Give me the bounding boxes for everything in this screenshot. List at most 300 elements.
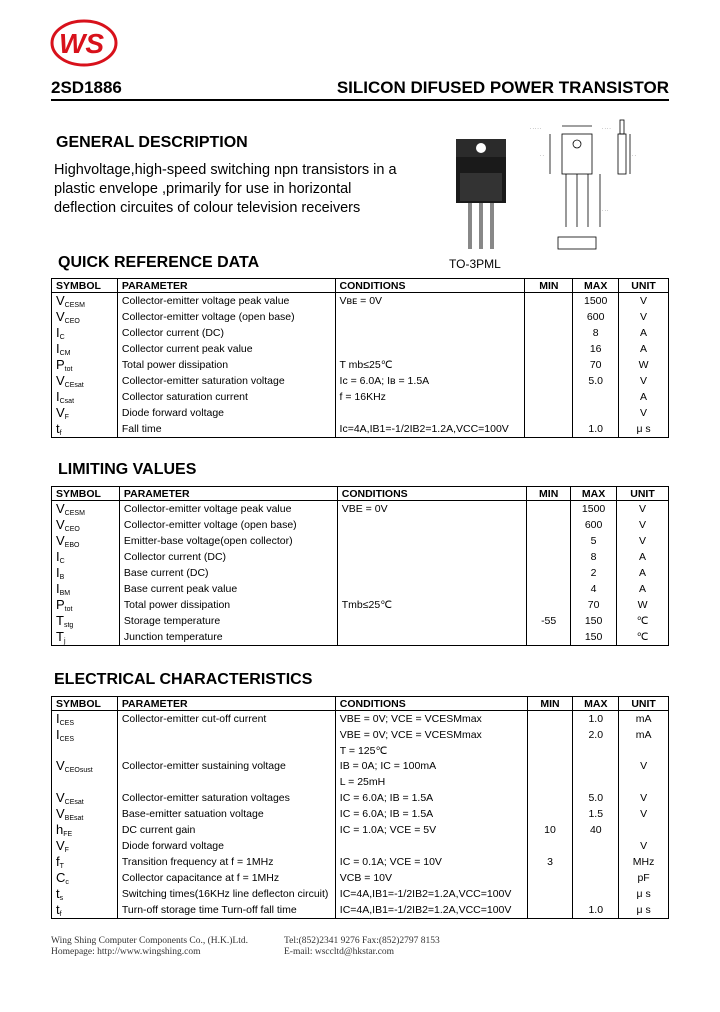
min-cell: [527, 790, 573, 806]
conditions-cell: [337, 533, 526, 549]
parameter-cell: Collector-emitter cut-off current: [117, 711, 335, 728]
symbol-subscript: Csat: [59, 398, 75, 405]
table-row: [52, 421, 669, 438]
symbol-letter: V: [56, 309, 65, 324]
column-header: PARAMETER: [119, 487, 337, 501]
min-cell: 10: [527, 822, 573, 838]
unit-cell: [619, 774, 669, 789]
symbol-letter: T: [56, 629, 64, 644]
min-cell: [527, 549, 571, 565]
parameter-cell: [117, 727, 335, 743]
column-header: MAX: [571, 487, 617, 501]
quick-reference-table: [51, 278, 669, 438]
min-cell: [525, 341, 573, 357]
column-header: PARAMETER: [117, 697, 335, 711]
max-cell: [573, 774, 619, 789]
table-row: [52, 774, 669, 789]
symbol-cell: [52, 902, 118, 919]
min-cell: [527, 870, 573, 886]
symbol-subscript: CEO: [64, 526, 80, 533]
max-cell: 5.0: [573, 790, 619, 806]
parameter-cell: Transition frequency at f = 1MHz: [117, 854, 335, 870]
symbol-subscript: f: [59, 430, 62, 437]
homepage-link[interactable]: Homepage: http://www.wingshing.com: [51, 947, 201, 957]
table-row: [52, 727, 669, 743]
symbol-cell: [52, 501, 120, 518]
min-cell: [525, 309, 573, 325]
conditions-cell: [335, 325, 525, 341]
max-cell: 5: [571, 533, 617, 549]
table-row: [52, 838, 669, 854]
parameter-cell: [117, 774, 335, 789]
description-line: Highvoltage,high-speed switching npn transistors in a: [54, 162, 397, 178]
limiting-values-table: [51, 486, 669, 646]
column-header: UNIT: [619, 697, 669, 711]
conditions-cell: [337, 517, 526, 533]
min-cell: [527, 533, 571, 549]
symbol-subscript: CM: [59, 350, 71, 357]
unit-cell: μ s: [619, 421, 669, 438]
max-cell: 600: [571, 517, 617, 533]
symbol-letter: C: [56, 869, 66, 885]
symbol-subscript: C: [59, 334, 65, 341]
max-cell: [573, 838, 619, 854]
conditions-cell: IB = 0A; IC = 100mA: [335, 758, 527, 774]
conditions-cell: [337, 629, 526, 646]
symbol-letter: I: [56, 341, 60, 356]
symbol-subscript: CESM: [64, 302, 85, 309]
symbol-subscript: tot: [64, 366, 73, 373]
conditions-cell: [337, 565, 526, 581]
symbol-cell: [52, 325, 118, 341]
symbol-cell: [52, 389, 118, 405]
conditions-cell: [337, 613, 526, 629]
symbol-cell: [52, 357, 118, 373]
svg-text:· · ·: · · ·: [602, 208, 609, 213]
parameter-cell: DC current gain: [117, 822, 335, 838]
symbol-subscript: B: [59, 574, 65, 581]
unit-cell: V: [617, 517, 669, 533]
min-cell: [527, 581, 571, 597]
symbol-subscript: EBO: [64, 542, 80, 549]
table-row: [52, 758, 669, 774]
conditions-cell: [335, 838, 527, 854]
symbol-letter: t: [56, 885, 60, 901]
max-cell: 1.5: [573, 806, 619, 822]
parameter-cell: Collector capacitance at f = 1MHz: [117, 870, 335, 886]
conditions-cell: T mb≤25℃: [335, 357, 525, 373]
unit-cell: V: [619, 806, 669, 822]
parameter-cell: Total power dissipation: [117, 357, 335, 373]
parameter-cell: [117, 743, 335, 758]
min-cell: [527, 711, 573, 728]
symbol-cell: [52, 743, 118, 758]
general-heading: GENERAL DESCRIPTION: [56, 134, 248, 151]
part-number: 2SD1886: [51, 78, 122, 97]
min-cell: -55: [527, 613, 571, 629]
symbol-subscript: CEsat: [64, 382, 84, 389]
column-header: CONDITIONS: [335, 279, 525, 293]
unit-cell: μ s: [619, 886, 669, 902]
table-row: [52, 743, 669, 758]
symbol-subscript: CES: [59, 720, 75, 727]
table-row: [52, 501, 669, 518]
symbol-letter: I: [56, 711, 60, 726]
symbol-cell: [52, 421, 118, 438]
unit-cell: V: [619, 790, 669, 806]
max-cell: 1500: [571, 501, 617, 518]
table-header-row: [52, 487, 669, 501]
symbol-cell: [52, 774, 118, 789]
symbol-cell: [52, 886, 118, 902]
unit-cell: V: [619, 309, 669, 325]
conditions-cell: [335, 405, 525, 421]
symbol-letter: t: [56, 901, 60, 917]
min-cell: [527, 902, 573, 919]
max-cell: 1.0: [573, 421, 619, 438]
electrical-heading: ELECTRICAL CHARACTERISTICS: [54, 671, 313, 688]
unit-cell: μ s: [619, 902, 669, 919]
unit-cell: A: [619, 389, 669, 405]
table-row: [52, 325, 669, 341]
symbol-subscript: f: [59, 910, 62, 918]
conditions-cell: IC = 0.1A; VCE = 10V: [335, 854, 527, 870]
symbol-cell: [52, 309, 118, 325]
min-cell: [527, 565, 571, 581]
symbol-letter: P: [56, 597, 65, 612]
parameter-cell: Collector-emitter saturation voltages: [117, 790, 335, 806]
parameter-cell: Collector-emitter voltage peak value: [117, 293, 335, 310]
max-cell: 70: [571, 597, 617, 613]
unit-cell: W: [619, 357, 669, 373]
symbol-cell: [52, 711, 118, 728]
svg-text:· · · ·: · · · ·: [602, 126, 611, 131]
table-row: [52, 711, 669, 728]
symbol-letter: V: [56, 501, 65, 516]
package-label: TO-3PML: [449, 257, 501, 271]
svg-text:· ·: · ·: [540, 153, 544, 158]
max-cell: [573, 405, 619, 421]
parameter-cell: Collector-emitter voltage peak value: [119, 501, 337, 518]
unit-cell: [619, 743, 669, 758]
description-line: plastic envelope ,primarily for use in horizontal: [54, 181, 352, 197]
parameter-cell: Fall time: [117, 421, 335, 438]
symbol-subscript: FE: [63, 830, 73, 838]
symbol-subscript: stg: [63, 622, 74, 629]
symbol-letter: f: [56, 853, 60, 869]
conditions-cell: L = 25mH: [335, 774, 527, 789]
unit-cell: [619, 822, 669, 838]
max-cell: 5.0: [573, 373, 619, 389]
unit-cell: V: [619, 405, 669, 421]
parameter-cell: Collector current (DC): [117, 325, 335, 341]
symbol-subscript: F: [64, 846, 69, 854]
max-cell: 150: [571, 629, 617, 646]
parameter-cell: Collector saturation current: [117, 389, 335, 405]
conditions-cell: IC = 1.0A; VCE = 5V: [335, 822, 527, 838]
parameter-cell: Collector-emitter voltage (open base): [119, 517, 337, 533]
max-cell: 2: [571, 565, 617, 581]
transistor-package-image: [448, 133, 518, 253]
parameter-cell: Emitter-base voltage(open collector): [119, 533, 337, 549]
symbol-cell: [52, 806, 118, 822]
symbol-subscript: T: [59, 862, 64, 870]
symbol-cell: [52, 581, 120, 597]
table-row: [52, 517, 669, 533]
min-cell: [527, 501, 571, 518]
min-cell: [527, 629, 571, 646]
conditions-cell: IC=4A,IB1=-1/2IB2=1.2A,VCC=100V: [335, 902, 527, 919]
unit-cell: V: [617, 501, 669, 518]
symbol-letter: V: [56, 533, 65, 548]
symbol-cell: [52, 405, 118, 421]
symbol-letter: I: [56, 581, 60, 596]
column-header: CONDITIONS: [335, 697, 527, 711]
conditions-cell: VBE = 0V: [337, 501, 526, 518]
unit-cell: A: [617, 581, 669, 597]
conditions-cell: VBE = 0V; VCE = VCESMmax: [335, 711, 527, 728]
unit-cell: A: [617, 549, 669, 565]
package-outline-drawing: [530, 112, 650, 264]
max-cell: 150: [571, 613, 617, 629]
unit-cell: pF: [619, 870, 669, 886]
conditions-cell: Iᴄ = 6.0A; Iʙ = 1.5A: [335, 373, 525, 389]
table-row: [52, 565, 669, 581]
table-row: [52, 293, 669, 310]
symbol-cell: [52, 854, 118, 870]
electrical-characteristics-table: [51, 696, 669, 919]
symbol-letter: I: [56, 565, 60, 580]
symbol-subscript: j: [63, 638, 66, 645]
symbol-cell: [52, 565, 120, 581]
parameter-cell: Switching times(16KHz line deflecton circuit): [117, 886, 335, 902]
min-cell: [525, 325, 573, 341]
symbol-letter: t: [56, 421, 60, 436]
symbol-cell: [52, 727, 118, 743]
unit-cell: V: [619, 293, 669, 310]
symbol-letter: V: [56, 758, 65, 774]
table-row: [52, 357, 669, 373]
table-row: [52, 389, 669, 405]
symbol-letter: V: [56, 805, 65, 821]
min-cell: [527, 597, 571, 613]
conditions-cell: f = 16KHz: [335, 389, 525, 405]
unit-cell: MHz: [619, 854, 669, 870]
table-row: [52, 854, 669, 870]
min-cell: [527, 886, 573, 902]
table-header-row: [52, 697, 669, 711]
symbol-subscript: CES: [59, 736, 75, 743]
conditions-cell: Tmb≤25℃: [337, 597, 526, 613]
symbol-cell: [52, 293, 118, 310]
table-row: [52, 613, 669, 629]
max-cell: [573, 743, 619, 758]
conditions-cell: Ic=4A,IB1=-1/2IB2=1.2A,VCC=100V: [335, 421, 525, 438]
min-cell: [527, 727, 573, 743]
table-row: [52, 822, 669, 838]
column-header: MAX: [573, 697, 619, 711]
min-cell: [527, 517, 571, 533]
unit-cell: A: [619, 341, 669, 357]
parameter-cell: Base current peak value: [119, 581, 337, 597]
table-row: [52, 790, 669, 806]
parameter-cell: Base current (DC): [119, 565, 337, 581]
table-row: [52, 549, 669, 565]
unit-cell: ℃: [617, 629, 669, 646]
symbol-subscript: BM: [59, 590, 71, 597]
symbol-letter: I: [56, 727, 60, 742]
limiting-values-heading: LIMITING VALUES: [58, 461, 197, 478]
conditions-cell: T = 125℃: [335, 743, 527, 758]
symbol-letter: I: [56, 325, 60, 340]
unit-cell: mA: [619, 727, 669, 743]
conditions-cell: IC = 6.0A; IB = 1.5A: [335, 806, 527, 822]
column-header: MIN: [525, 279, 573, 293]
symbol-subscript: C: [59, 558, 65, 565]
max-cell: 600: [573, 309, 619, 325]
min-cell: [527, 743, 573, 758]
column-header: CONDITIONS: [337, 487, 526, 501]
table-row: [52, 533, 669, 549]
symbol-letter: h: [56, 821, 64, 837]
parameter-cell: Total power dissipation: [119, 597, 337, 613]
table-row: [52, 341, 669, 357]
max-cell: 16: [573, 341, 619, 357]
max-cell: 40: [573, 822, 619, 838]
unit-cell: ℃: [617, 613, 669, 629]
min-cell: [525, 421, 573, 438]
symbol-cell: [52, 549, 120, 565]
symbol-cell: [52, 341, 118, 357]
max-cell: 8: [571, 549, 617, 565]
table-row: [52, 902, 669, 919]
symbol-cell: [52, 533, 120, 549]
symbol-letter: V: [56, 517, 65, 532]
column-header: UNIT: [619, 279, 669, 293]
symbol-subscript: BEsat: [64, 814, 84, 822]
symbol-letter: V: [56, 789, 65, 805]
max-cell: 4: [571, 581, 617, 597]
symbol-letter: I: [56, 549, 60, 564]
unit-cell: V: [619, 758, 669, 774]
min-cell: [525, 357, 573, 373]
conditions-cell: Vʙᴇ = 0V: [335, 293, 525, 310]
parameter-cell: Collector-emitter saturation voltage: [117, 373, 335, 389]
parameter-cell: Junction temperature: [119, 629, 337, 646]
column-header: MIN: [527, 487, 571, 501]
contact-phone: Tel:(852)2341 9276 Fax:(852)2797 8153: [284, 936, 440, 946]
symbol-cell: [52, 597, 120, 613]
min-cell: [525, 405, 573, 421]
conditions-cell: [337, 581, 526, 597]
table-row: [52, 309, 669, 325]
symbol-subscript: c: [65, 878, 69, 886]
conditions-cell: VBE = 0V; VCE = VCESMmax: [335, 727, 527, 743]
table-row: [52, 629, 669, 646]
conditions-cell: IC=4A,IB1=-1/2IB2=1.2A,VCC=100V: [335, 886, 527, 902]
min-cell: [527, 758, 573, 774]
ws-logo: [48, 18, 118, 68]
symbol-letter: V: [56, 373, 65, 388]
symbol-subscript: CEOsust: [64, 767, 93, 775]
max-cell: [573, 870, 619, 886]
column-header: SYMBOL: [52, 279, 118, 293]
symbol-letter: T: [56, 613, 64, 628]
symbol-letter: V: [56, 293, 65, 308]
symbol-cell: [52, 517, 120, 533]
max-cell: 2.0: [573, 727, 619, 743]
document-title: SILICON DIFUSED POWER TRANSISTOR: [336, 78, 669, 97]
conditions-cell: [335, 309, 525, 325]
max-cell: 70: [573, 357, 619, 373]
svg-text:· ·: · ·: [632, 153, 636, 158]
parameter-cell: Collector current (DC): [119, 549, 337, 565]
parameter-cell: Base-emitter satuation voltage: [117, 806, 335, 822]
general-description: [54, 161, 434, 218]
table-row: [52, 870, 669, 886]
min-cell: [525, 389, 573, 405]
symbol-cell: [52, 870, 118, 886]
column-header: MIN: [527, 697, 573, 711]
column-header: SYMBOL: [52, 487, 120, 501]
footer-left: [51, 936, 248, 958]
table-row: [52, 886, 669, 902]
unit-cell: V: [619, 838, 669, 854]
unit-cell: V: [617, 533, 669, 549]
table-row: [52, 373, 669, 389]
parameter-cell: Diode forward voltage: [117, 838, 335, 854]
conditions-cell: [337, 549, 526, 565]
parameter-cell: Diode forward voltage: [117, 405, 335, 421]
symbol-cell: [52, 790, 118, 806]
quick-reference-heading: QUICK REFERENCE DATA: [58, 254, 260, 271]
min-cell: [525, 373, 573, 389]
parameter-cell: Collector current peak value: [117, 341, 335, 357]
unit-cell: A: [619, 325, 669, 341]
header-rule: [51, 99, 669, 101]
svg-text:· · · · ·: · · · · ·: [530, 126, 542, 131]
symbol-subscript: CEsat: [64, 798, 84, 806]
min-cell: [527, 838, 573, 854]
table-row: [52, 806, 669, 822]
symbol-cell: [52, 613, 120, 629]
min-cell: 3: [527, 854, 573, 870]
footer-right: [284, 936, 440, 958]
unit-cell: mA: [619, 711, 669, 728]
column-header: PARAMETER: [117, 279, 335, 293]
max-cell: 8: [573, 325, 619, 341]
max-cell: [573, 389, 619, 405]
description-line: deflection circuites of colour television receivers: [54, 200, 361, 216]
max-cell: [573, 758, 619, 774]
unit-cell: W: [617, 597, 669, 613]
max-cell: [573, 886, 619, 902]
table-row: [52, 581, 669, 597]
symbol-letter: V: [56, 405, 65, 420]
contact-email[interactable]: E-mail: wsccltd@hkstar.com: [284, 947, 395, 957]
symbol-cell: [52, 758, 118, 774]
column-header: MAX: [573, 279, 619, 293]
symbol-letter: V: [56, 837, 65, 853]
symbol-cell: [52, 822, 118, 838]
symbol-subscript: s: [59, 894, 64, 902]
parameter-cell: Collector-emitter voltage (open base): [117, 309, 335, 325]
symbol-cell: [52, 629, 120, 646]
column-header: UNIT: [617, 487, 669, 501]
column-header: SYMBOL: [52, 697, 118, 711]
max-cell: 1.0: [573, 711, 619, 728]
conditions-cell: IC = 6.0A; IB = 1.5A: [335, 790, 527, 806]
